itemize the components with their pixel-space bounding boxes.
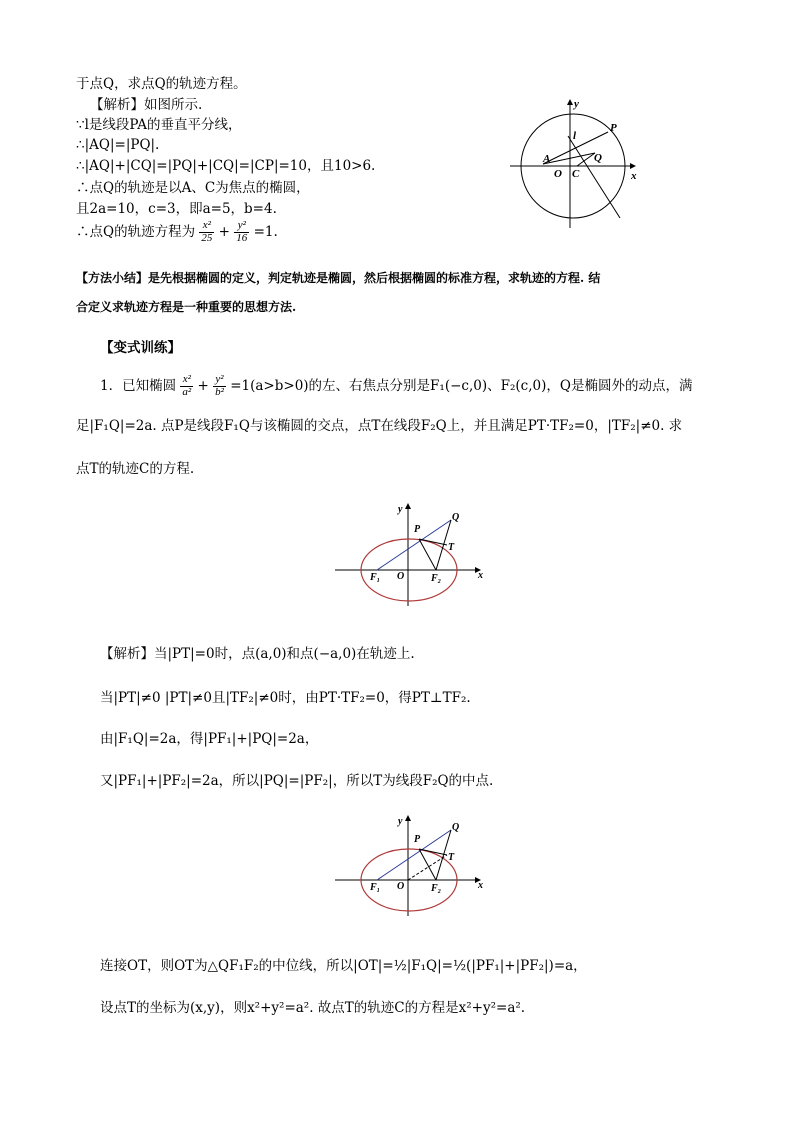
- segment-ot-dashed: [408, 855, 447, 880]
- label-O: O: [554, 168, 562, 180]
- solution-line: ∴点Q的轨迹是以A、C为焦点的椭圆，: [76, 180, 310, 196]
- segment-pt: [419, 539, 447, 545]
- label-x: x: [478, 570, 483, 581]
- equation-prefix: ∴点Q的轨迹方程为: [76, 223, 196, 240]
- label-F2: F₂: [431, 883, 442, 894]
- label-T: T: [448, 542, 455, 553]
- figure-circle: [505, 95, 655, 235]
- label-F2: F₂: [431, 573, 442, 584]
- label-x: x: [478, 880, 483, 891]
- solution-line: ∴|AQ|+|CQ|=|PQ|+|CQ|=|CP|=10，且10>6.: [76, 158, 376, 174]
- method-summary-cont: 合定义求轨迹方程是一种重要的思想方法.: [76, 300, 297, 314]
- method-summary: 【方法小结】是先根据椭圆的定义，判定轨迹是椭圆，然后根据椭圆的标准方程，求轨迹的方程. 结: [76, 271, 601, 285]
- label-x: x: [631, 170, 637, 182]
- plus-sign: +: [218, 223, 230, 240]
- label-F1: F₁: [370, 882, 381, 893]
- solution-heading: 【解析】如图所示.: [90, 97, 203, 113]
- plus-sign: +: [197, 377, 209, 394]
- label-O: O: [397, 571, 405, 582]
- label-P: P: [414, 524, 421, 535]
- label-P: P: [414, 834, 421, 845]
- question-rest: =1(a>b>0)的左、右焦点分别是F₁(−c,0)、F₂(c,0)，Q是椭圆外的动点，满: [230, 377, 693, 394]
- label-Q: Q: [452, 512, 460, 523]
- section-title: 【变式训练】: [100, 340, 181, 356]
- fraction: $\frac{\text{y²}}{16}$: [236, 219, 248, 244]
- label-T: T: [448, 852, 455, 863]
- fraction: $\frac{\text{x²}}{\text{a²}}$: [182, 373, 192, 398]
- solution-line: ∴|AQ|=|PQ|.: [76, 137, 160, 153]
- question-line: 足|F₁Q|=2a. 点P是线段F₁Q与该椭圆的交点，点T在线段F₂Q上，并且满足PT·TF₂=0，|TF₂|≠0. 求: [76, 418, 683, 434]
- label-y: y: [398, 504, 403, 515]
- solution-line: 又|PF₁|+|PF₂|=2a，所以|PQ|=|PF₂|，所以T为线段F₂Q的中点.: [100, 773, 494, 789]
- label-P: P: [610, 122, 617, 134]
- line-q-intro: 于点Q，求点Q的轨迹方程。: [76, 76, 247, 92]
- solution-line: 当|PT|≠0 |PT|≠0且|TF₂|≠0时，由PT·TF₂=0，得PT⊥TF₂.: [100, 690, 471, 706]
- question-line: [100, 374, 692, 398]
- label-O: O: [397, 881, 405, 892]
- label-A: A: [543, 153, 551, 165]
- figure-ellipse-2: [330, 812, 490, 922]
- label-y: y: [574, 98, 579, 110]
- equation-suffix: =1.: [253, 223, 278, 240]
- fraction: $\frac{\text{y²}}{\text{b²}}$: [215, 373, 224, 398]
- label-Q: Q: [594, 152, 602, 164]
- question-prefix: 1．已知椭圆: [100, 377, 177, 394]
- equation-line: [76, 220, 278, 244]
- label-F1: F₁: [370, 572, 381, 583]
- solution-line: 且2a=10，c=3，即a=5，b=4.: [76, 201, 277, 217]
- label-Q: Q: [452, 822, 460, 833]
- label-y: y: [398, 816, 403, 827]
- solution-line: ∵l是线段PA的垂直平分线，: [76, 117, 242, 133]
- fraction: $\frac{\text{x²}}{25}$: [201, 219, 213, 244]
- label-l: l: [573, 130, 577, 142]
- solution-line: 【解析】当|PT|=0时，点(a,0)和点(−a,0)在轨迹上.: [100, 646, 415, 662]
- solution-line: 连接OT，则OT为△QF₁F₂的中位线，所以|OT|=½|F₁Q|=½(|PF₁|+|PF₂|)=a，: [100, 958, 587, 974]
- label-C: C: [572, 168, 580, 180]
- question-line: 点T的轨迹C的方程.: [76, 461, 195, 477]
- solution-line: 由|F₁Q|=2a，得|PF₁|+|PQ|=2a，: [100, 731, 319, 747]
- solution-line: 设点T的坐标为(x,y)，则x²+y²=a². 故点T的轨迹C的方程是x²+y²=a².: [100, 1000, 526, 1016]
- figure-ellipse-1: [330, 500, 490, 610]
- segment-pt: [419, 849, 447, 855]
